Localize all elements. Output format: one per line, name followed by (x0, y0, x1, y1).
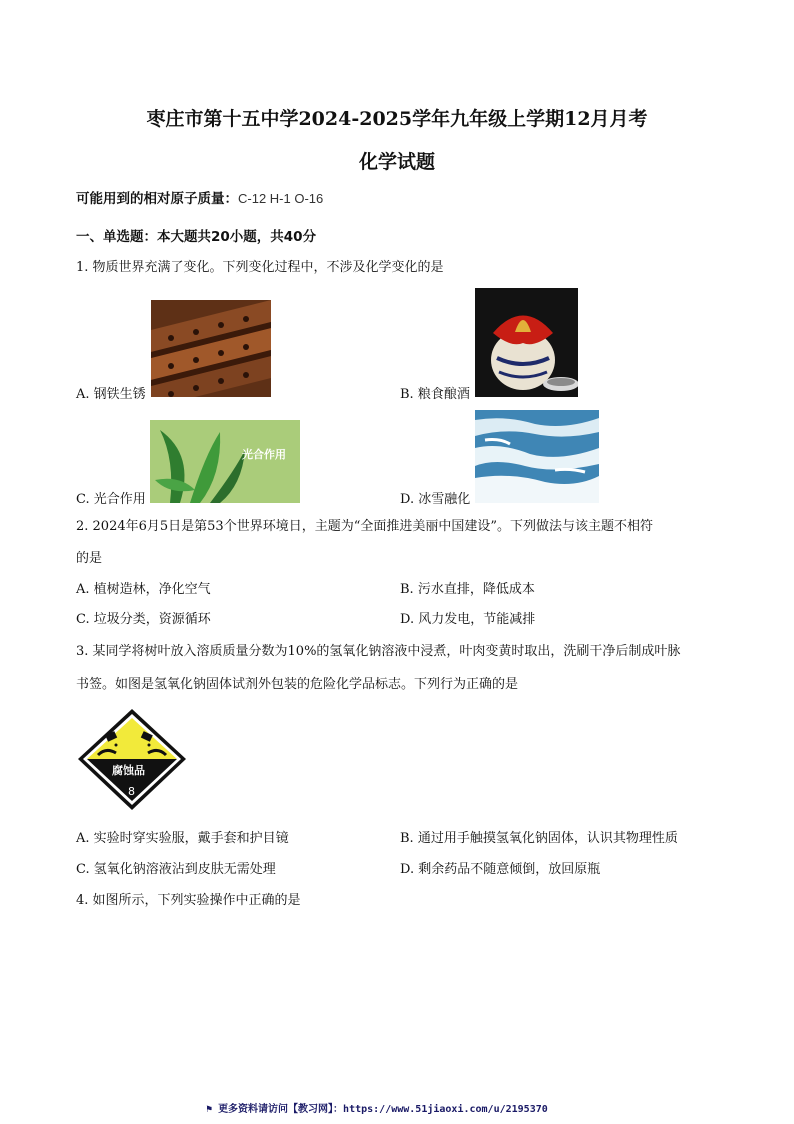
exam-title: 枣庄市第十五中学2024-2025学年九年级上学期12月月考 (146, 108, 648, 130)
hazard-label: 腐蚀品 (112, 764, 145, 777)
question-1-option-c: C. 光合作用 (76, 492, 146, 507)
photosynthesis-caption: 光合作用 (242, 448, 286, 461)
question-1-option-b: B. 粮食酿酒 (400, 387, 470, 402)
footer-link[interactable] (206, 1100, 548, 1115)
question-2-stem-line1: 2. 2024年6月5日是第53个世界环境日，主题为“全面推进美丽中国建设”。下列做法与该主题不相符 (76, 519, 653, 534)
question-2-option-c: C. 垃圾分类，资源循环 (76, 612, 211, 627)
question-3-stem-line1: 3. 某同学将树叶放入溶质质量分数为10%的氢氧化钠溶液中浸煮，叶肉变黄时取出，洗刷干净后制成叶脉 (76, 644, 681, 659)
hazard-class-number: 8 (128, 785, 135, 798)
question-2-option-a: A. 植树造林，净化空气 (76, 582, 211, 597)
flag-icon: ⚑ (206, 1104, 213, 1115)
footer-text: 更多资料请访问【教习网】：https://www.51jiaoxi.com/u/2195370 (218, 1104, 548, 1115)
atomic-mass-values: C-12 H-1 O-16 (238, 191, 324, 206)
question-3-stem-line2: 书签。如图是氢氧化钠固体试剂外包装的危险化学品标志。下列行为正确的是 (76, 677, 519, 692)
exam-subtitle: 化学试题 (358, 151, 435, 173)
atomic-mass-label: 可能用到的相对原子质量： (76, 191, 238, 207)
photosynthesis-photo (150, 420, 300, 503)
question-2-stem-line2: 的是 (76, 551, 103, 566)
question-3-option-a: A. 实验时穿实验服，戴手套和护目镜 (76, 831, 289, 846)
question-2-option-d: D. 风力发电，节能减排 (400, 612, 536, 627)
section-heading: 一、单选题：本大题共20小题，共40分 (76, 229, 317, 245)
question-3-option-c: C. 氢氧化钠溶液沾到皮肤无需处理 (76, 862, 276, 877)
question-4-stem: 4. 如图所示，下列实验操作中正确的是 (76, 893, 301, 908)
question-2-option-b: B. 污水直排，降低成本 (400, 582, 535, 597)
question-3-option-d: D. 剩余药品不随意倾倒，放回原瓶 (400, 862, 601, 877)
corrosive-hazard-sign (76, 707, 188, 812)
brewing-photo (475, 288, 578, 397)
atomic-mass-line (76, 190, 323, 208)
question-1-option-d: D. 冰雪融化 (400, 492, 471, 507)
question-1-stem: 1. 物质世界充满了变化。下列变化过程中，不涉及化学变化的是 (76, 260, 444, 275)
question-1-option-a: A. 钢铁生锈 (76, 387, 146, 402)
melting-ice-photo (475, 410, 599, 503)
question-3-option-b: B. 通过用手触摸氢氧化钠固体，认识其物理性质 (400, 831, 678, 846)
rusty-steel-photo (151, 300, 271, 397)
